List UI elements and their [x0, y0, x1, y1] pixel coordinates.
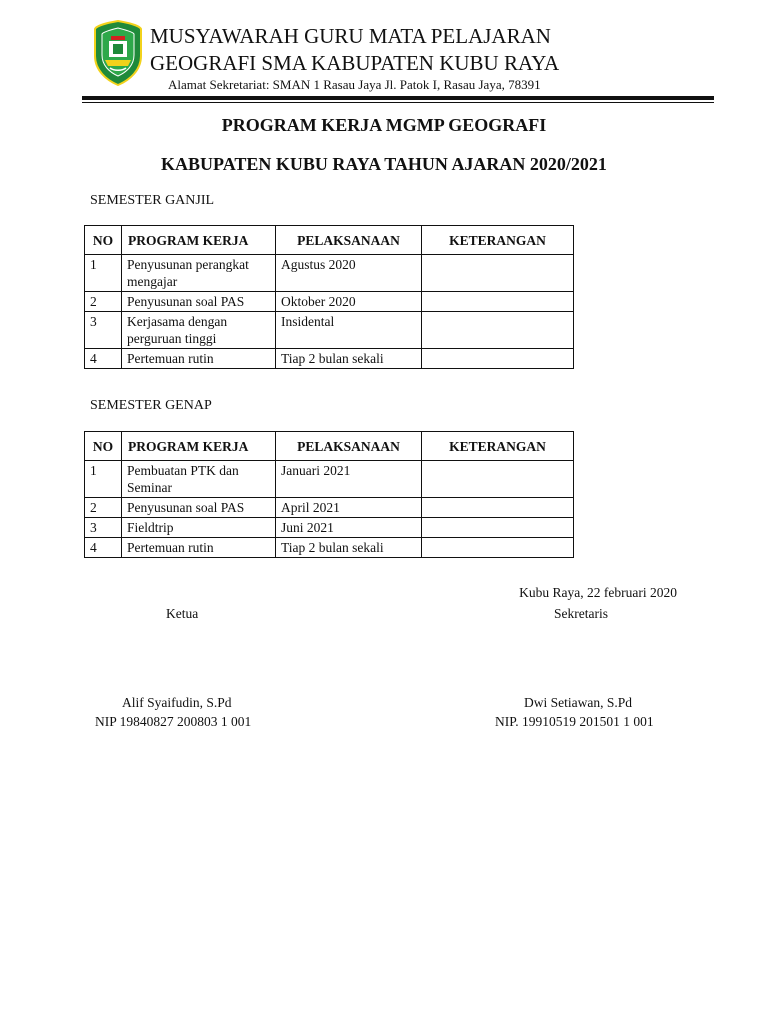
- cell-pelaksanaan: April 2021: [276, 498, 422, 518]
- document-subtitle: KABUPATEN KUBU RAYA TAHUN AJARAN 2020/2021: [161, 154, 607, 174]
- table-row: [85, 255, 574, 292]
- cell-no: 2: [85, 498, 122, 518]
- column-header-program: PROGRAM KERJA: [122, 226, 276, 255]
- table-header-row: [85, 432, 574, 461]
- semester-ganjil-label: SEMESTER GANJIL: [90, 193, 215, 208]
- right-signer-name: Dwi Setiawan, S.Pd: [524, 695, 632, 710]
- cell-pelaksanaan: Juni 2021: [276, 518, 422, 538]
- table-row: [85, 498, 574, 518]
- column-header-keterangan: KETERANGAN: [422, 226, 574, 255]
- left-signer-nip: NIP 19840827 200803 1 001: [95, 714, 252, 729]
- cell-pelaksanaan: Agustus 2020: [276, 255, 422, 292]
- cell-keterangan: [422, 349, 574, 369]
- table-row: [85, 461, 574, 498]
- cell-no: 3: [85, 312, 122, 349]
- right-signer-role: Sekretaris: [554, 606, 608, 621]
- column-header-no: NO: [85, 432, 122, 461]
- cell-no: 4: [85, 538, 122, 558]
- right-signer-nip: NIP. 19910519 201501 1 001: [495, 714, 654, 729]
- table-row: [85, 292, 574, 312]
- cell-no: 1: [85, 255, 122, 292]
- cell-keterangan: [422, 518, 574, 538]
- column-header-pelaksanaan: PELAKSANAAN: [276, 432, 422, 461]
- cell-program: Fieldtrip: [122, 518, 276, 538]
- cell-keterangan: [422, 312, 574, 349]
- column-header-program: PROGRAM KERJA: [122, 432, 276, 461]
- cell-program: Kerjasama dengan perguruan tinggi: [122, 312, 276, 349]
- cell-program: Pertemuan rutin: [122, 538, 276, 558]
- header-rule-thin: [82, 102, 714, 103]
- cell-program: Pembuatan PTK dan Seminar: [122, 461, 276, 498]
- cell-pelaksanaan: Insidental: [276, 312, 422, 349]
- cell-pelaksanaan: Tiap 2 bulan sekali: [276, 538, 422, 558]
- semester-genap-label: SEMESTER GENAP: [90, 398, 212, 413]
- cell-no: 4: [85, 349, 122, 369]
- cell-program: Penyusunan perangkat mengajar: [122, 255, 276, 292]
- cell-no: 2: [85, 292, 122, 312]
- regional-emblem-icon: [92, 20, 144, 86]
- cell-no: 3: [85, 518, 122, 538]
- cell-pelaksanaan: Tiap 2 bulan sekali: [276, 349, 422, 369]
- cell-keterangan: [422, 255, 574, 292]
- document-title: PROGRAM KERJA MGMP GEOGRAFI: [221, 115, 547, 135]
- semester-genap-table: [84, 431, 574, 558]
- header-line-2: GEOGRAFI SMA KABUPATEN KUBU RAYA: [150, 51, 560, 75]
- header-address: Alamat Sekretariat: SMAN 1 Rasau Jaya Jl. Patok I, Rasau Jaya, 78391: [168, 77, 541, 92]
- table-row: [85, 538, 574, 558]
- cell-keterangan: [422, 461, 574, 498]
- cell-program: Penyusunan soal PAS: [122, 498, 276, 518]
- column-header-no: NO: [85, 226, 122, 255]
- header-rule-thick: [82, 96, 714, 100]
- cell-pelaksanaan: Januari 2021: [276, 461, 422, 498]
- header-line-1: MUSYAWARAH GURU MATA PELAJARAN: [150, 24, 551, 48]
- cell-keterangan: [422, 292, 574, 312]
- table-header-row: [85, 226, 574, 255]
- table-row: [85, 312, 574, 349]
- column-header-keterangan: KETERANGAN: [422, 432, 574, 461]
- cell-no: 1: [85, 461, 122, 498]
- cell-program: Penyusunan soal PAS: [122, 292, 276, 312]
- left-signer-role: Ketua: [166, 606, 199, 621]
- column-header-pelaksanaan: PELAKSANAAN: [276, 226, 422, 255]
- table-row: [85, 518, 574, 538]
- place-date: Kubu Raya, 22 februari 2020: [519, 585, 677, 600]
- table-row: [85, 349, 574, 369]
- cell-keterangan: [422, 538, 574, 558]
- left-signer-name: Alif Syaifudin, S.Pd: [122, 695, 232, 710]
- cell-pelaksanaan: Oktober 2020: [276, 292, 422, 312]
- semester-ganjil-table: [84, 225, 574, 369]
- cell-keterangan: [422, 498, 574, 518]
- cell-program: Pertemuan rutin: [122, 349, 276, 369]
